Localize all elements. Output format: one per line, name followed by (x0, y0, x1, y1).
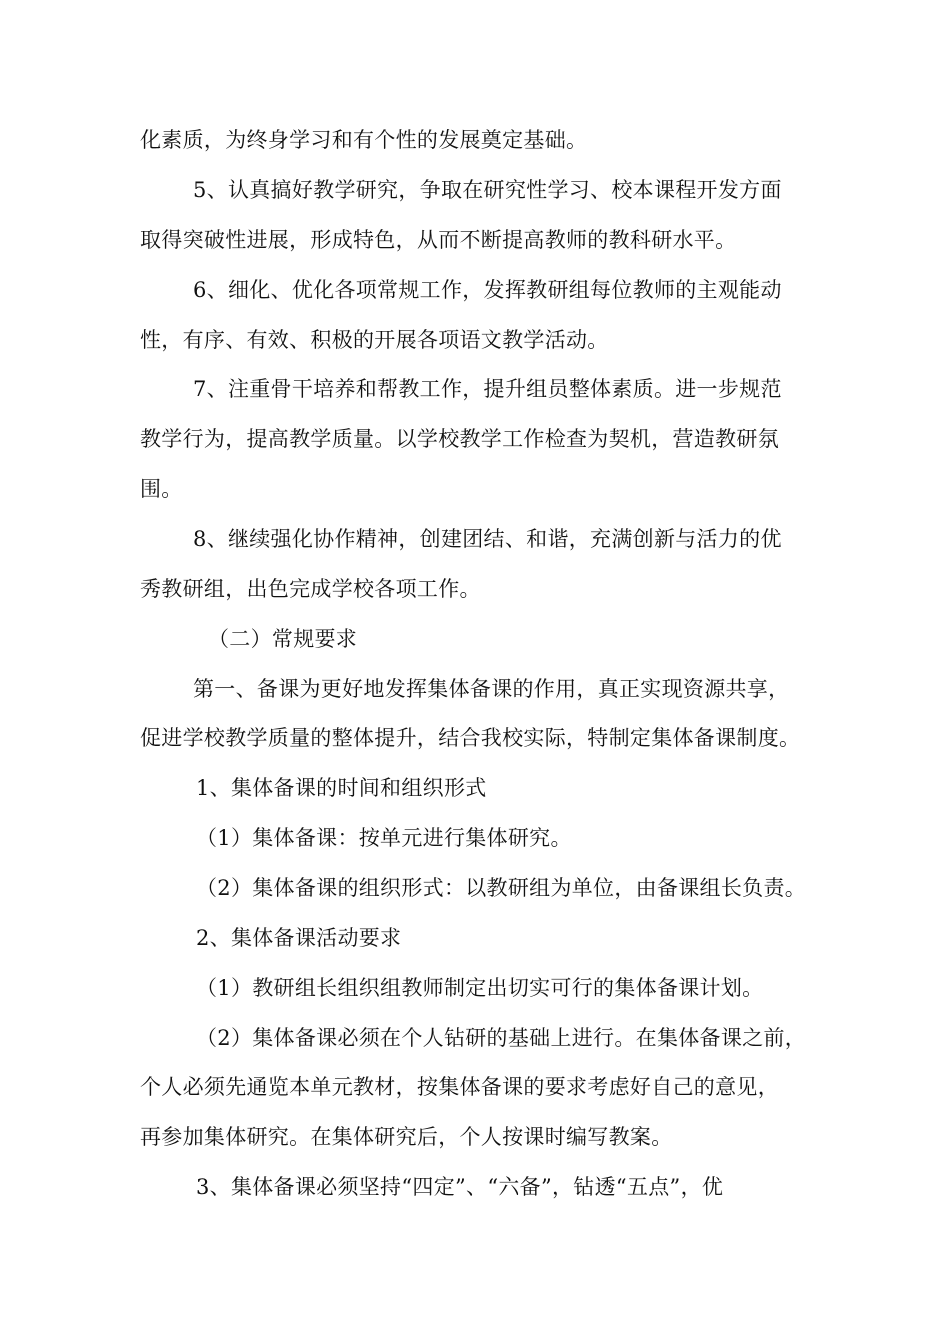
text-line: 7、注重骨干培养和帮教工作，提升组员整体素质。进一步规范 (193, 377, 782, 401)
text-line: （1）集体备课：按单元进行集体研究。 (196, 826, 572, 850)
text-line: 围。 (140, 477, 183, 501)
text-line: 第一、备课为更好地发挥集体备课的作用，真正实现资源共享， (193, 677, 790, 701)
text-line: （1）教研组长组织组教师制定出切实可行的集体备课计划。 (196, 976, 764, 1000)
text-line: 教学行为，提高教学质量。以学校教学工作检查为契机，营造教研氛 (140, 427, 779, 451)
text-line: 1、集体备课的时间和组织形式 (196, 776, 487, 800)
text-line: （2）集体备课必须在个人钻研的基础上进行。在集体备课之前， (196, 1026, 807, 1050)
text-line: （2）集体备课的组织形式：以教研组为单位，由备课组长负责。 (196, 876, 807, 900)
text-line: 促进学校教学质量的整体提升，结合我校实际，特制定集体备课制度。 (140, 726, 801, 750)
text-line: 个人必须先通览本单元教材，按集体备课的要求考虑好自己的意见， (140, 1075, 779, 1099)
text-line: 再参加集体研究。在集体研究后，个人按课时编写教案。 (140, 1125, 673, 1149)
text-line: 秀教研组，出色完成学校各项工作。 (140, 577, 481, 601)
text-line: 取得突破性进展，形成特色，从而不断提高教师的教科研水平。 (140, 228, 737, 252)
text-line: 化素质，为终身学习和有个性的发展奠定基础。 (140, 128, 588, 152)
text-line: 性，有序、有效、积极的开展各项语文教学活动。 (140, 328, 609, 352)
text-line: 6、细化、优化各项常规工作，发挥教研组每位教师的主观能动 (193, 278, 782, 302)
text-line: 5、认真搞好教学研究，争取在研究性学习、校本课程开发方面 (193, 178, 782, 202)
section-heading: （二）常规要求 (208, 627, 358, 651)
text-line: 2、集体备课活动要求 (196, 926, 402, 950)
text-line: 8、继续强化协作精神，创建团结、和谐，充满创新与活力的优 (193, 527, 782, 551)
text-line: 3、集体备课必须坚持“四定”、“六备”，钻透“五点”，优 (196, 1175, 724, 1199)
